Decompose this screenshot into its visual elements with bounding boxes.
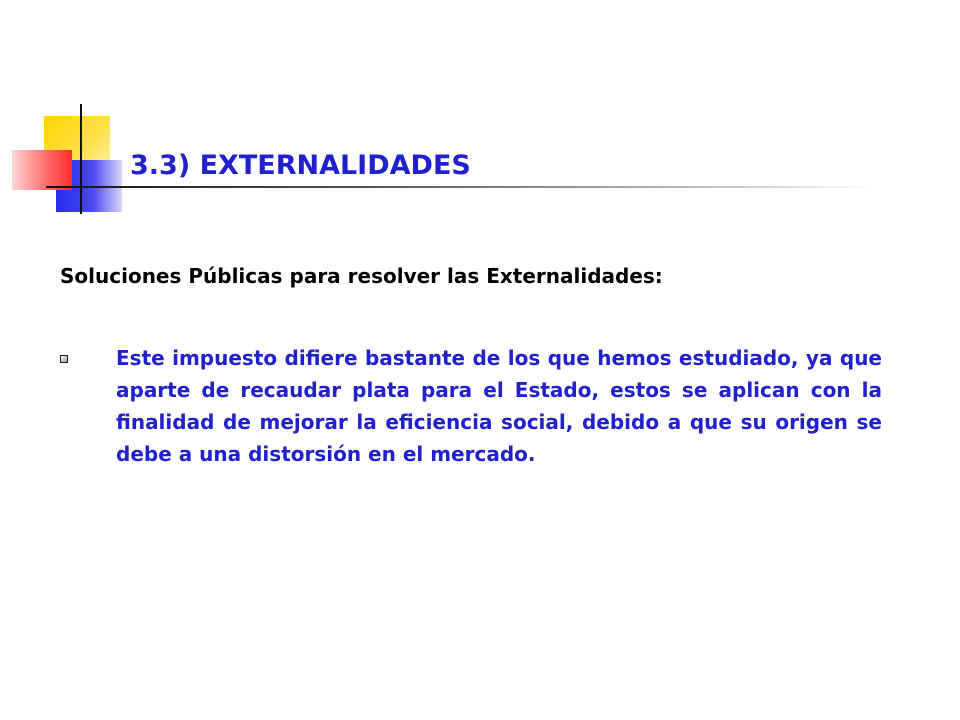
red-square-decoration bbox=[12, 150, 72, 190]
bullet-text: Este impuesto difiere bastante de los que hemos estudiado, ya que aparte de recaudar plata para el Estado, estos se aplican con la finalidad de mejorar la eficiencia social, debido a que su origen se debe a una distorsión en el mercado. bbox=[116, 346, 882, 466]
slide-subtitle: Soluciones Públicas para resolver las Externalidades: bbox=[60, 264, 663, 288]
bullet-item bbox=[60, 342, 882, 470]
bullet-list bbox=[60, 342, 882, 470]
square-bullet-icon bbox=[60, 355, 68, 363]
title-underline-rule bbox=[46, 186, 876, 188]
slide-title: 3.3) EXTERNALIDADES bbox=[130, 150, 471, 181]
vertical-rule bbox=[80, 104, 82, 214]
